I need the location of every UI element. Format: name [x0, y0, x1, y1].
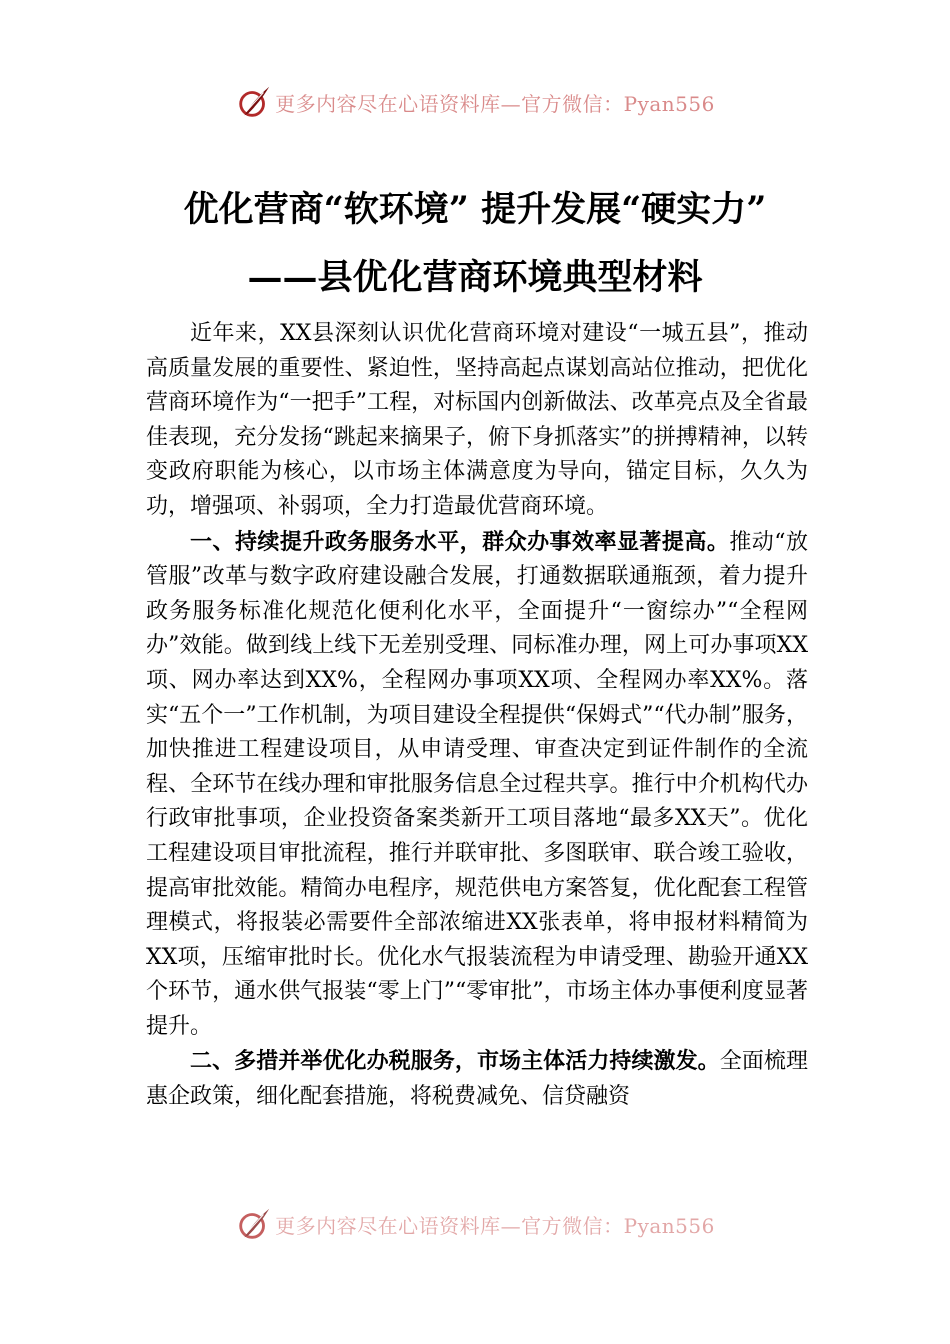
section-1-paragraph [146, 525, 808, 1045]
document-title: 优化营商“软环境” 提升发展“硬实力” [183, 189, 767, 230]
quill-pen-circle-icon [235, 1205, 273, 1243]
section-2-heading: 二、多措并举优化办税服务，市场主体活力持续激发。 [190, 1048, 720, 1075]
section-1-body: 推动“放管服”改革与数字政府建设融合发展，打通数据联通瓶颈，着力提升政务服务标准化规范化便利化水平，全面提升“一窗综办”“全程网办”效能。做到线上线下无差别受理、同标准办理，网上可办事项XX项、网办率达到XX%，全程网办事项XX项、全程网办率XX%。落实“五个一”工作机制，为项目建设全程提供“保姆式”“代办制”服务，加快推进工程建设项目，从申请受理、审查决定到证件制作的全流程、全环节在线办理和审批服务信息全过程共享。推行中介机构代办行政审批事项，企业投资备案类新开工项目落地“最多XX天”。优化工程建设项目审批流程，推行并联审批、多图联审、联合竣工验收，提高审批效能。精简办电程序，规范供电方案答复，优化配套工程管理模式，将报装必需要件全部浓缩进XX张表单，将申报材料精简为XX项，压缩审批时长。优化水气报装流程为申请受理、勘验开通XX个环节，通水供气报装“零上门”“零审批”，市场主体办事便利度显著提升。 [146, 529, 808, 1039]
quill-pen-circle-icon [235, 83, 273, 121]
section-1-heading: 一、持续提升政务服务水平，群众办事效率显著提高。 [190, 528, 730, 555]
watermark-footer [0, 1204, 950, 1244]
intro-paragraph: 近年来，XX县深刻认识优化营商环境对建设“一城五县”，推动高质量发展的重要性、紧迫性，坚持高起点谋划高站位推动，把优化营商环境作为“一把手”工程，对标国内创新做法、改革亮点及全省最佳表现，充分发扬“跳起来摘果子，俯下身抓落实”的拼搏精神，以转变政府职能为核心，以市场主体满意度为导向，锚定目标，久久为功，增强项、补弱项，全力打造最优营商环境。 [146, 321, 808, 519]
section-2-paragraph [146, 1044, 808, 1114]
watermark-text: 更多内容尽在心语资料库—官方微信：Pyan556 [275, 91, 715, 116]
document-body [146, 317, 808, 1115]
document-subtitle: ——县优化营商环境典型材料 [247, 257, 703, 298]
watermark-header [0, 82, 950, 122]
section-2-body: 全面梳理惠企政策，细化配套措施，将税费减免、信贷融资 [146, 1049, 808, 1110]
watermark-text-footer: 更多内容尽在心语资料库—官方微信：Pyan556 [275, 1213, 715, 1238]
